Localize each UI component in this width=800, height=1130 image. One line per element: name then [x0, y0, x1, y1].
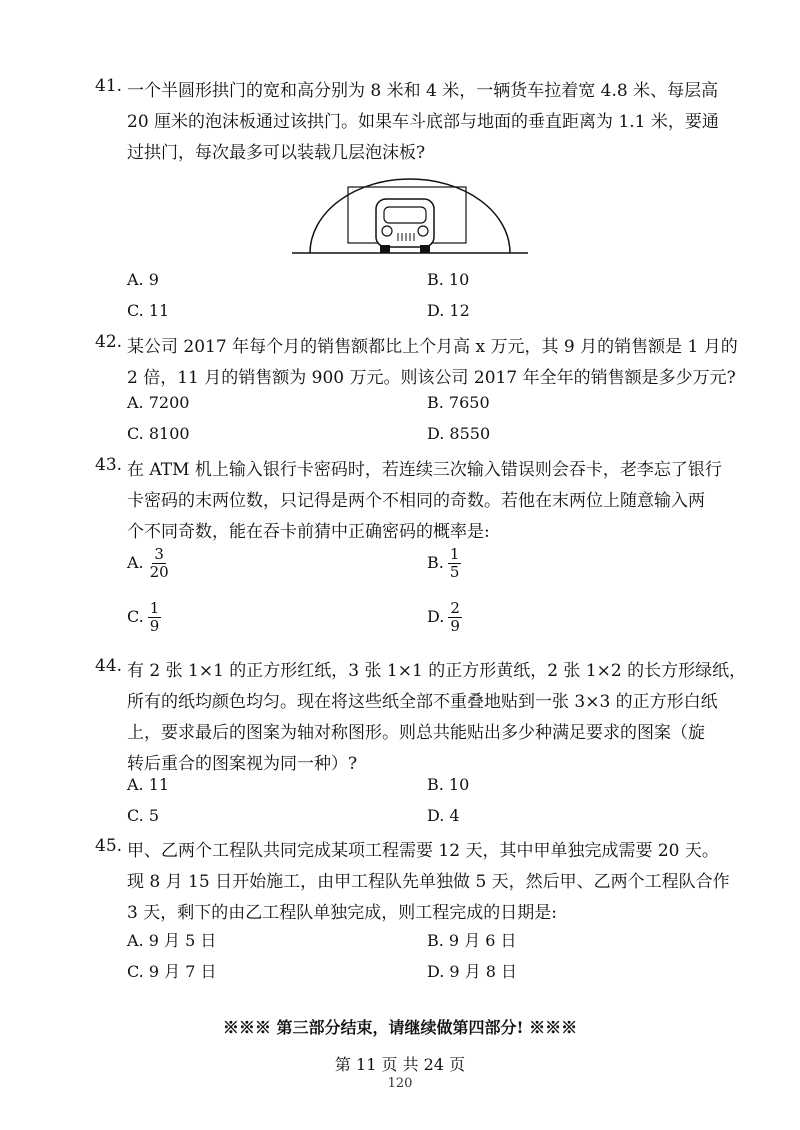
- option-a: [127, 546, 171, 582]
- option-d: D. 4: [427, 806, 460, 825]
- fraction: [448, 546, 462, 582]
- option-d: [427, 600, 462, 636]
- option-b: B. 9 月 6 日: [427, 931, 517, 950]
- question-text-line: 一个半圆形拱门的宽和高分别为 8 米和 4 米，一辆货车拉着宽 4.8 米、每层高: [127, 81, 719, 101]
- option-c: [127, 600, 161, 636]
- option-a: A. 9 月 5 日: [127, 931, 217, 950]
- option-b: B. 10: [427, 775, 470, 794]
- numerator: 3: [154, 545, 164, 563]
- question-number: 44.: [95, 656, 123, 676]
- option-b: B. 7650: [427, 393, 490, 412]
- option-label: A.: [127, 553, 144, 573]
- question-text-line: 在 ATM 机上输入银行卡密码时，若连续三次输入错误则会吞卡，老李忘了银行: [127, 460, 722, 480]
- option-label: C.: [127, 607, 144, 627]
- question-text-line: 上，要求最后的图案为轴对称图形。则总共能贴出多少种满足要求的图案（旋: [127, 723, 705, 743]
- option-label: B.: [427, 553, 444, 573]
- fraction: [148, 600, 162, 636]
- question-number: 45.: [95, 836, 123, 856]
- option-d: D. 12: [427, 301, 470, 320]
- question-text-line: 3 天，剩下的由乙工程队单独完成，则工程完成的日期是:: [127, 903, 557, 923]
- option-b: [427, 546, 461, 582]
- arch-truck-figure: [290, 165, 530, 265]
- option-a: A. 11: [127, 775, 170, 794]
- question-text-line: 所有的纸均颜色均匀。现在将这些纸全部不重叠地贴到一张 3×3 的正方形白纸: [127, 692, 718, 712]
- page-sequence-number: 120: [387, 1076, 413, 1091]
- question-number: 43.: [95, 455, 123, 475]
- numerator: 1: [449, 545, 460, 563]
- denominator: 9: [450, 617, 460, 636]
- question-text-line: 过拱门，每次最多可以装载几层泡沫板?: [127, 143, 426, 163]
- section-end-note: ※※※ 第三部分结束，请继续做第四部分! ※※※: [222, 1018, 578, 1037]
- question-text-line: 20 厘米的泡沫板通过该拱门。如果车斗底部与地面的垂直距离为 1.1 米，要通: [127, 112, 719, 132]
- question-text-line: 某公司 2017 年每个月的销售额都比上个月高 x 万元，其 9 月的销售额是 1 月的: [127, 337, 738, 357]
- option-c: C. 11: [127, 301, 170, 320]
- denominator: 9: [149, 617, 160, 636]
- question-number: 42.: [95, 332, 123, 352]
- question-text-line: 甲、乙两个工程队共同完成某项工程需要 12 天，其中甲单独完成需要 20 天。: [127, 841, 719, 861]
- option-label: D.: [427, 607, 445, 627]
- option-a: A. 9: [127, 270, 159, 289]
- option-c: C. 5: [127, 806, 160, 825]
- numerator: 1: [149, 599, 160, 617]
- option-c: C. 9 月 7 日: [127, 962, 217, 981]
- question-text-line: 有 2 张 1×1 的正方形红纸，3 张 1×1 的正方形黄纸，2 张 1×2 的长方形绿纸，: [127, 661, 747, 681]
- option-d: D. 8550: [427, 424, 491, 443]
- question-text-line: 卡密码的末两位数，只记得是两个不相同的奇数。若他在末两位上随意输入两: [127, 491, 705, 511]
- option-b: B. 10: [427, 270, 470, 289]
- page-number: 第 11 页 共 24 页: [334, 1055, 466, 1074]
- fraction: [448, 600, 462, 636]
- question-text-line: 个不同奇数，能在吞卡前猜中正确密码的概率是:: [127, 522, 490, 542]
- option-a: A. 7200: [127, 393, 190, 412]
- fraction: [148, 546, 171, 582]
- denominator: 20: [149, 563, 169, 582]
- question-text-line: 2 倍，11 月的销售额为 900 万元。则该公司 2017 年全年的销售额是多少万元?: [127, 368, 736, 388]
- question-text-line: 现 8 月 15 日开始施工，由甲工程队先单独做 5 天，然后甲、乙两个工程队合作: [127, 872, 730, 892]
- option-d: D. 9 月 8 日: [427, 962, 518, 981]
- option-c: C. 8100: [127, 424, 190, 443]
- denominator: 5: [449, 563, 460, 582]
- numerator: 2: [450, 599, 460, 617]
- question-number: 41.: [95, 76, 123, 96]
- question-text-line: 转后重合的图案视为同一种）?: [127, 754, 358, 774]
